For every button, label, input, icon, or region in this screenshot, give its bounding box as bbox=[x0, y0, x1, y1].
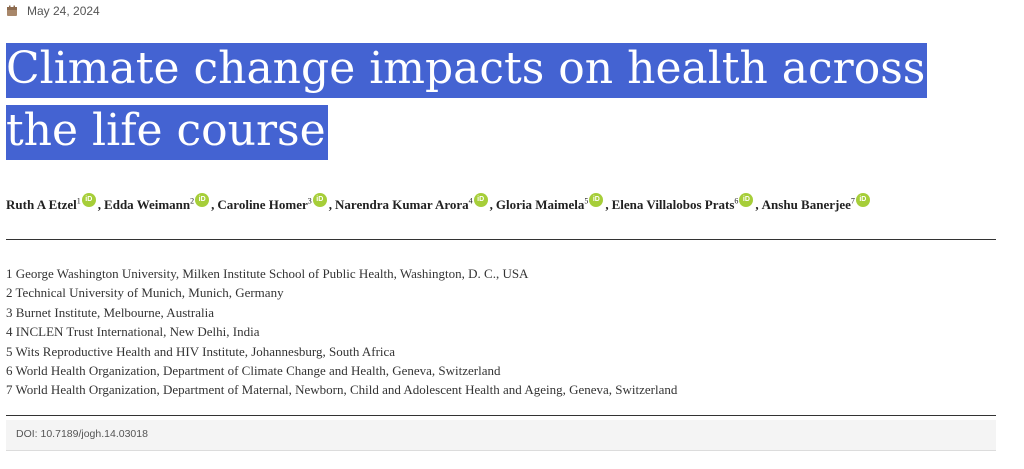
author-name[interactable]: Anshu Banerjee bbox=[761, 197, 851, 213]
affiliation-list bbox=[6, 264, 677, 400]
publication-date bbox=[6, 3, 100, 19]
orcid-icon[interactable]: iD bbox=[313, 193, 327, 207]
doi-bar bbox=[6, 420, 996, 451]
author-affiliation-number: 2 bbox=[190, 197, 195, 206]
author-affiliation-number: 7 bbox=[850, 197, 855, 206]
author[interactable] bbox=[496, 197, 603, 212]
orcid-icon[interactable]: iD bbox=[739, 193, 753, 207]
author-name[interactable]: Caroline Homer bbox=[217, 197, 308, 213]
author[interactable] bbox=[217, 197, 326, 212]
author[interactable] bbox=[104, 197, 209, 212]
author[interactable] bbox=[6, 197, 96, 212]
affiliation-item: 7 World Health Organization, Department of Maternal, Newborn, Child and Adolescent Health and Ageing, Geneva, Switzerland bbox=[6, 382, 678, 398]
article-title-text: Climate change impacts on health across the life course bbox=[6, 43, 927, 160]
author-separator: , bbox=[755, 197, 759, 213]
orcid-icon[interactable]: iD bbox=[589, 193, 603, 207]
article-title bbox=[6, 38, 1006, 162]
author-affiliation-number: 4 bbox=[468, 197, 473, 206]
author-separator: , bbox=[605, 197, 609, 213]
author-name[interactable]: Gloria Maimela bbox=[495, 197, 585, 213]
divider bbox=[6, 415, 996, 416]
author[interactable] bbox=[762, 197, 870, 212]
author-name[interactable]: Narendra Kumar Arora bbox=[335, 197, 469, 213]
author-affiliation-number: 1 bbox=[76, 197, 81, 206]
affiliation-item: 1 George Washington University, Milken Institute School of Public Health, Washington, D. C., USA bbox=[6, 266, 529, 281]
orcid-icon[interactable]: iD bbox=[856, 193, 870, 207]
author-name[interactable]: Ruth A Etzel bbox=[6, 197, 77, 213]
affiliation-item: 6 World Health Organization, Department of Climate Change and Health, Geneva, Switzerland bbox=[6, 363, 501, 379]
calendar-icon bbox=[6, 5, 18, 17]
author-name[interactable]: Elena Villalobos Prats bbox=[611, 197, 735, 213]
author-separator: , bbox=[489, 197, 493, 213]
date-text: May 24, 2024 bbox=[27, 4, 100, 18]
divider bbox=[6, 239, 996, 240]
affiliation-item: 4 INCLEN Trust International, New Delhi, India bbox=[6, 324, 260, 340]
author-affiliation-number: 3 bbox=[307, 197, 312, 206]
doi-text[interactable]: DOI: 10.7189/jogh.14.03018 bbox=[16, 428, 148, 440]
orcid-icon[interactable]: iD bbox=[82, 193, 96, 207]
author-separator: , bbox=[328, 197, 333, 213]
affiliation-item: 5 Wits Reproductive Health and HIV Institute, Johannesburg, South Africa bbox=[6, 343, 396, 359]
affiliation-item: 2 Technical University of Munich, Munich, Germany bbox=[6, 285, 284, 301]
orcid-icon[interactable]: iD bbox=[474, 193, 488, 207]
affiliation-item: 3 Burnet Institute, Melbourne, Australia bbox=[6, 304, 214, 320]
author[interactable] bbox=[335, 197, 488, 212]
author-affiliation-number: 5 bbox=[584, 197, 589, 206]
author-affiliation-number: 6 bbox=[734, 197, 739, 206]
author[interactable] bbox=[612, 197, 754, 212]
article-title-block bbox=[6, 38, 1006, 162]
orcid-icon[interactable]: iD bbox=[195, 193, 209, 207]
author-separator: , bbox=[97, 197, 102, 213]
author-list bbox=[6, 192, 1016, 215]
author-name[interactable]: Edda Weimann bbox=[104, 197, 191, 213]
author-separator: , bbox=[211, 197, 215, 213]
